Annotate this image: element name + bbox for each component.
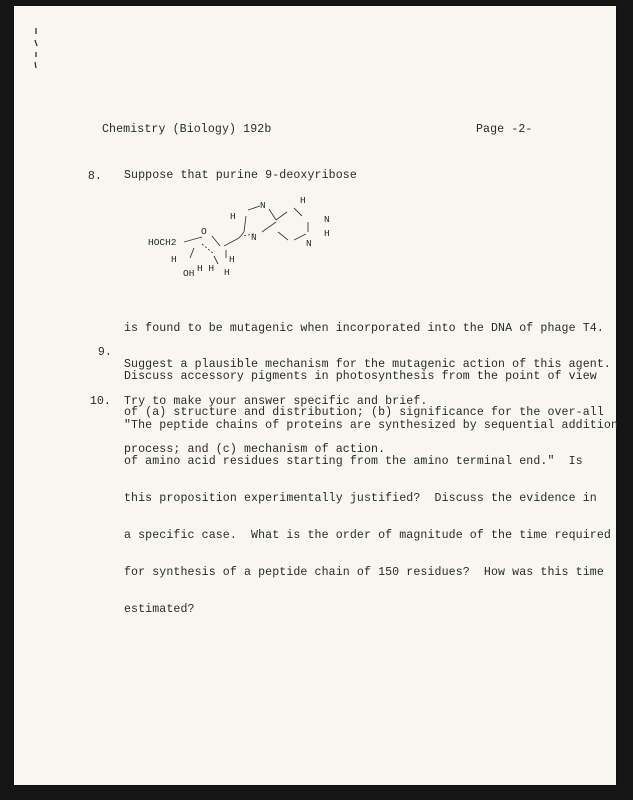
h-low-label: H: [224, 267, 230, 278]
question-10-text: [124, 395, 618, 641]
question-8-line-2: Suggest a plausible mechanism for the mutagenic action of this agent.: [124, 358, 611, 372]
h-mid-label: H: [229, 254, 235, 265]
page-number: Page -2-: [476, 123, 533, 136]
course-title: Chemistry (Biology) 192b: [102, 123, 272, 136]
h-right-label: H: [324, 228, 330, 239]
question-8-intro: Suppose that purine 9-deoxyribose: [124, 169, 357, 182]
question-8-line-1: is found to be mutagenic when incorporated into the DNA of phage T4.: [124, 321, 604, 335]
question-8-number: 8.: [87, 170, 102, 183]
question-9-line-1: Discuss accessory pigments in photosynthesis from the point of view: [124, 369, 597, 383]
n-bottom-label: N: [306, 238, 312, 249]
n-mid-label: N: [251, 232, 257, 243]
question-9-line-3: process; and (c) mechanism of action.: [124, 443, 386, 457]
question-9-line-2: of (a) structure and distribution; (b) significance for the over-all: [124, 406, 604, 420]
hh-label: H H: [197, 263, 215, 274]
n-right-label: N: [324, 214, 330, 225]
question-10-line-6: estimated?: [124, 603, 195, 617]
n-top-label: N: [260, 200, 266, 211]
h-ring-label: H: [230, 211, 236, 222]
question-8-line-3: Try to make your answer specific and brief.: [124, 395, 428, 409]
question-10-line-2: of amino acid residues starting from the amino terminal end." Is: [124, 455, 583, 469]
hoch2-label: HOCH2: [148, 237, 177, 248]
h-far-label: H: [300, 195, 306, 206]
question-10-line-3: this proposition experimentally justified? Discuss the evidence in: [124, 492, 597, 506]
binder-hole-mark: [33, 26, 39, 72]
ring-oxygen-label: O: [201, 226, 207, 237]
question-10-line-1: "The peptide chains of proteins are synthesized by sequential addition: [124, 418, 619, 432]
question-9-number: 9.: [97, 346, 112, 359]
h-left-label: H: [171, 254, 177, 265]
question-10-number: 10.: [89, 395, 111, 408]
document-page: [14, 6, 619, 785]
purine-deoxyribose-structure: [144, 192, 344, 284]
question-10-line-5: for synthesis of a peptide chain of 150 residues? How was this time: [124, 566, 604, 580]
question-10-line-4: a specific case. What is the order of magnitude of the time required: [124, 529, 611, 543]
oh-label: OH: [183, 268, 195, 279]
